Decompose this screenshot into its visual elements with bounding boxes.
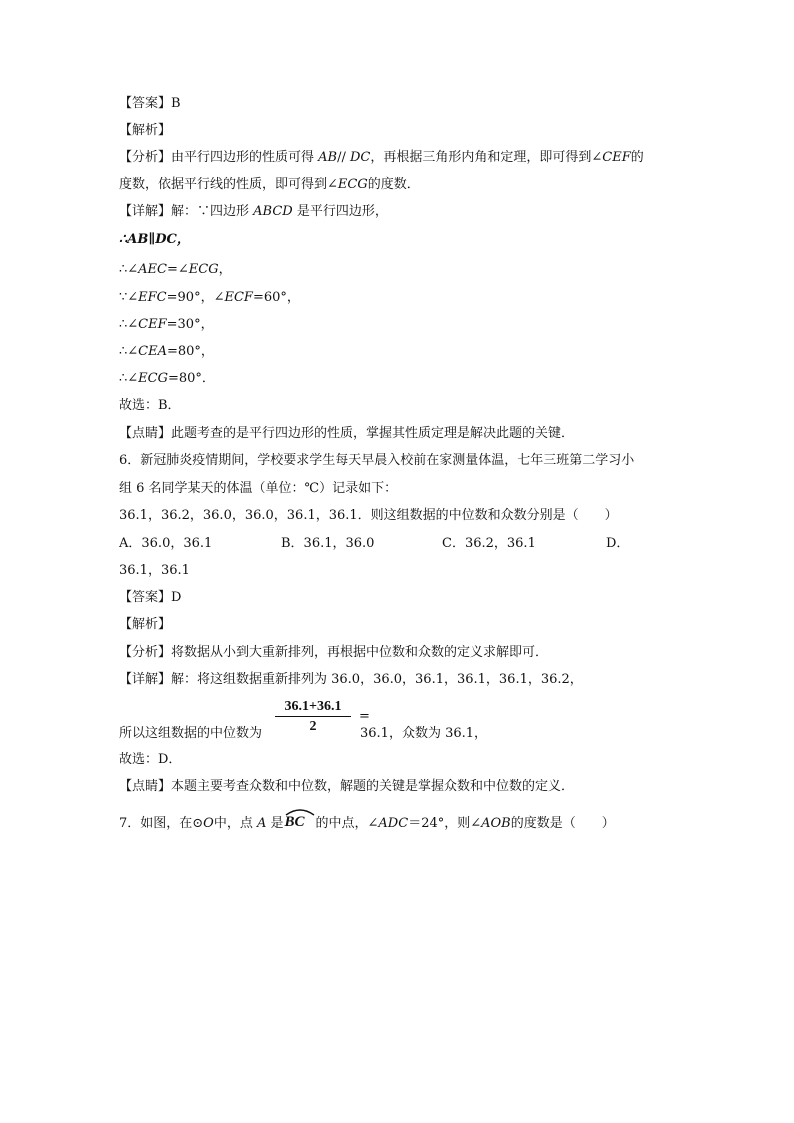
q6-option-d-value: 36.1，36.1 (119, 563, 190, 578)
q6-option-d: D． (606, 536, 630, 551)
q5-analysis-line-1: 【分析】由平行四边形的性质可得 AB// DC，再根据三角形内角和定理，即可得到∠CEF的 (119, 150, 644, 165)
fraction-denominator: 2 (309, 719, 317, 734)
q5-analysis-heading: 【解析】 (119, 123, 172, 138)
q6-stem-line-3: 36.1，36.2，36.0，36.0，36.1，36.1．则这组数据的中位数和众数分别是（ ） (119, 508, 618, 523)
fraction-equals: = (359, 709, 370, 724)
q6-analysis-heading: 【解析】 (119, 617, 172, 632)
q6-analysis: 【分析】将数据从小到大重新排列，再根据中位数和众数的定义求解即可． (119, 645, 549, 660)
arc-label: BC (284, 814, 305, 830)
q5-step-3: ∵∠EFC=90°，∠ECF=60°， (119, 290, 300, 305)
q6-option-b: B．36.1，36.0 (281, 536, 375, 551)
q6-detail: 【详解】解：将这组数据重新排列为 36.0，36.0，36.1，36.1，36.1，36.2， (119, 672, 583, 687)
q5-comment: 【点睛】此题考查的是平行四边形的性质，掌握其性质定理是解决此题的关键． (119, 426, 575, 441)
q6-median-text: 所以这组数据的中位数为 (119, 726, 263, 741)
q5-step-5: ∴∠CEA=80°， (119, 344, 214, 359)
q6-stem-line-2: 组 6 名同学某天的体温（单位：℃）记录如下： (119, 481, 398, 496)
q5-analysis-line-2: 度数，依据平行线的性质，即可得到∠ECG的度数． (119, 177, 420, 192)
fraction-bar (275, 716, 351, 717)
q7-stem: 7．如图，在⊙O中，点 A 是 BC 的中点，∠ADC＝24°，则∠AOB的度数是（ ） (119, 815, 615, 833)
q6-answer: 【答案】D (119, 590, 182, 605)
q6-option-a: A．36.0，36.1 (119, 536, 213, 551)
q5-step-4: ∴∠CEF=30°， (119, 317, 214, 332)
q5-choice: 故选：B． (119, 398, 181, 413)
q6-choice: 故选：D． (119, 752, 182, 767)
fraction-numerator: 36.1+36.1 (284, 699, 342, 714)
q5-step-2: ∴∠AEC=∠ECG， (119, 262, 232, 277)
q6-stem-line-1: 6．新冠肺炎疫情期间，学校要求学生每天早晨入校前在家测量体温，七年三班第二学习小 (119, 453, 635, 468)
q5-answer: 【答案】B (119, 96, 181, 111)
q6-option-c: C．36.2，36.1 (442, 536, 536, 551)
median-fraction (275, 699, 351, 735)
q6-mode-text: 36.1，众数为 36.1， (360, 726, 488, 741)
arc-bc-notation (284, 815, 316, 833)
q6-comment: 【点睛】本题主要考查众数和中位数，解题的关键是掌握众数和中位数的定义． (119, 779, 575, 794)
q5-step-1: ∴AB∥DC， (119, 232, 190, 247)
q5-step-6: ∴∠ECG=80°． (119, 371, 215, 386)
q5-detail-line: 【详解】解：∵四边形 ABCD 是平行四边形， (119, 204, 388, 219)
